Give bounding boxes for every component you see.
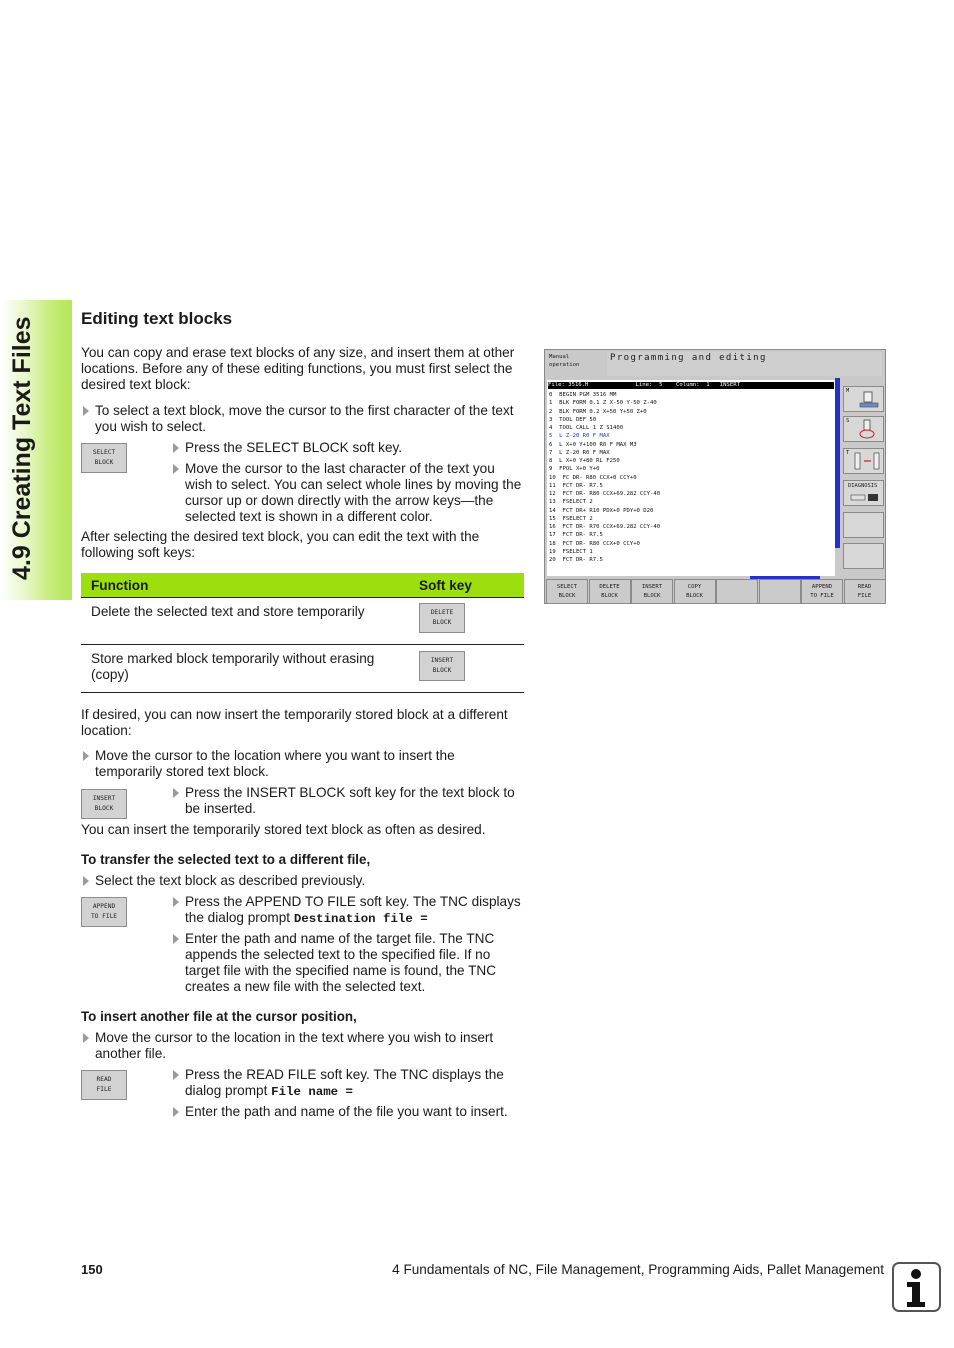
- insert-block-softkey-table[interactable]: INSERT BLOCK: [419, 651, 465, 681]
- program-line[interactable]: 11 FCT DR- R7.5: [549, 482, 603, 489]
- scrollbar[interactable]: [835, 378, 840, 548]
- program-line[interactable]: 3 TOOL DEF 50: [549, 416, 597, 423]
- right-softkey-empty[interactable]: [843, 512, 884, 538]
- program-line[interactable]: 10 FC DR- R80 CCX+0 CCY+0: [549, 474, 637, 481]
- program-line[interactable]: 20 FCT DR- R7.5: [549, 557, 603, 563]
- table-header-row: [81, 573, 524, 598]
- table-header-softkey: Soft key: [409, 573, 524, 598]
- substep-press-read: Press the READ FILE soft key. The TNC displays the dialog prompt File name =: [172, 1067, 524, 1100]
- tool-change-icon: [852, 451, 882, 473]
- substep-press-select: Press the SELECT BLOCK soft key.: [172, 440, 524, 456]
- chapter-side-title: 4.9 Creating Text Files: [8, 316, 36, 580]
- often-paragraph: You can insert the temporarily stored text block as often as desired.: [81, 822, 486, 837]
- step-select-start: To select a text block, move the cursor to the first character of the text you wish to select.: [81, 403, 521, 435]
- step-move-cursor-insert: Move the cursor to the location where you want to insert the temporarily stored text block.: [81, 748, 521, 780]
- program-line[interactable]: 2 BLK FORM 0.2 X+50 Y+50 Z+0: [549, 408, 647, 415]
- screen-softkey[interactable]: [589, 579, 631, 604]
- screen-softkey-label: DELETE: [599, 583, 620, 590]
- read-file-softkey[interactable]: READ FILE: [81, 1070, 127, 1100]
- program-line[interactable]: 15 FSELECT 2: [549, 515, 593, 522]
- substep-enter-target: Enter the path and name of the target file. The TNC appends the selected text to the specified file. If no target file with the specified name is found, the TNC creates a new file with the selected text.: [172, 931, 524, 995]
- after-select-paragraph: After selecting the desired text block, you can edit the text with the following soft keys:: [81, 529, 480, 560]
- right-softkey-s[interactable]: S: [843, 416, 884, 442]
- step-move-cursor-file: Move the cursor to the location in the text where you wish to insert another file.: [81, 1030, 521, 1062]
- chapter-footer: 4 Fundamentals of NC, File Management, Programming Aids, Pallet Management: [392, 1262, 884, 1277]
- editor-status-bar: File: 3516.H Line: 5 Column: 1 INSERT: [548, 382, 834, 389]
- screen-softkey[interactable]: [759, 579, 801, 604]
- program-line[interactable]: 6 L X+0 Y+100 R0 F MAX M3: [549, 441, 637, 448]
- program-line[interactable]: 17 FCT DR- R7.5: [549, 532, 603, 539]
- program-line[interactable]: 9 FPOL X+0 Y+0: [549, 466, 600, 473]
- table-header-function: Function: [81, 573, 409, 598]
- substep-move-cursor: Move the cursor to the last character of the text you wish to select. You can select whole lines by moving the cursor up or down directly with the arrow keys—the selected text is shown in a different color.: [172, 461, 524, 525]
- program-line[interactable]: 7 L Z-20 R0 F MAX: [549, 449, 610, 456]
- screen-softkey[interactable]: [631, 579, 673, 604]
- substep-enter-file: Enter the path and name of the file you want to insert.: [172, 1104, 524, 1120]
- screen-softkey[interactable]: [844, 579, 886, 604]
- screen-softkey-label: BLOCK: [601, 592, 618, 599]
- screen-header: Programming and editing: [607, 352, 882, 376]
- info-icon: [892, 1262, 941, 1312]
- program-line[interactable]: 12 FCT DR- R80 CCX+69.282 CCY-40: [549, 491, 661, 497]
- insert-file-heading: To insert another file at the cursor position,: [81, 1009, 357, 1024]
- screen-softkey-label: FILE: [857, 592, 872, 599]
- program-line[interactable]: 16 FCT DR- R70 CCX+69.282 CCY-40: [549, 524, 661, 530]
- program-line[interactable]: 19 FSELECT 1: [549, 548, 593, 555]
- screen-softkey-label: SELECT: [556, 583, 578, 590]
- program-editor[interactable]: [547, 380, 835, 576]
- screen-softkey-label: BLOCK: [643, 592, 661, 599]
- screen-softkey[interactable]: [674, 579, 716, 604]
- substep-press-append: Press the APPEND TO FILE soft key. The TNC displays the dialog prompt Destination file =: [172, 894, 524, 927]
- append-to-file-softkey[interactable]: APPEND TO FILE: [81, 897, 127, 927]
- screen-softkey[interactable]: [546, 579, 588, 604]
- diagnosis-icon: [850, 493, 880, 503]
- tnc-screenshot: [544, 349, 886, 604]
- screen-softkey[interactable]: [716, 579, 758, 604]
- screen-softkey-label: TO FILE: [810, 592, 834, 599]
- destination-prompt: Destination file =: [293, 912, 428, 926]
- right-softkey-empty[interactable]: [843, 543, 884, 569]
- program-line[interactable]: 1 BLK FORM 0.1 Z X-50 Y-50 Z-40: [549, 400, 657, 407]
- machine-icon: [858, 390, 880, 410]
- mode-label: Manual operation: [549, 354, 580, 368]
- insert-paragraph: If desired, you can now insert the temporarily stored block at a different location:: [81, 707, 508, 738]
- screen-softkey-label: APPEND: [811, 583, 833, 590]
- screen-softkey-label: COPY: [687, 583, 702, 590]
- program-line-selected[interactable]: 5 L Z-20 R0 F MAX: [549, 433, 610, 440]
- screen-softkey-label: READ: [857, 583, 872, 590]
- right-softkey-t[interactable]: T: [843, 448, 884, 474]
- right-softkey-m[interactable]: M: [843, 386, 884, 412]
- screen-softkey[interactable]: [801, 579, 843, 604]
- program-line[interactable]: 18 FCT DR- R80 CCX+0 CCY+0: [549, 540, 640, 547]
- screen-softkey-label: BLOCK: [558, 592, 576, 599]
- program-line[interactable]: 13 FSELECT 2: [549, 499, 593, 506]
- table-cell-function: Delete the selected text and store temporarily: [81, 598, 409, 645]
- file-name-prompt: File name =: [271, 1085, 353, 1099]
- delete-block-softkey[interactable]: DELETE BLOCK: [419, 603, 465, 633]
- program-line[interactable]: 14 FCT DR+ R10 PDX+0 PDY+0 D20: [549, 507, 654, 514]
- program-line[interactable]: 4 TOOL CALL 1 Z S1400: [549, 425, 624, 431]
- table-cell-function: Store marked block temporarily without erasing (copy): [81, 645, 409, 693]
- page-number: 150: [81, 1262, 103, 1277]
- right-softkey-diagnosis[interactable]: DIAGNOSIS: [843, 480, 884, 506]
- screen-softkey-label: INSERT: [641, 583, 663, 590]
- transfer-heading: To transfer the selected text to a different file,: [81, 852, 371, 867]
- program-line[interactable]: 8 L X+0 Y+80 RL F250: [549, 458, 620, 464]
- section-title: Editing text blocks: [81, 309, 233, 328]
- screen-softkey-label: BLOCK: [686, 592, 703, 599]
- spindle-icon: [856, 419, 878, 441]
- insert-block-softkey[interactable]: INSERT BLOCK: [81, 789, 127, 819]
- program-line[interactable]: 0 BEGIN PGM 3516 MM: [549, 392, 617, 398]
- step-select-text: Select the text block as described previously.: [81, 873, 521, 889]
- select-block-softkey[interactable]: SELECT BLOCK: [81, 443, 127, 473]
- intro-paragraph: You can copy and erase text blocks of any size, and insert them at other locations. Before any of these editing functions, you must first select the desired text block:: [81, 345, 515, 392]
- substep-press-insert: Press the INSERT BLOCK soft key for the text block to be inserted.: [172, 785, 524, 817]
